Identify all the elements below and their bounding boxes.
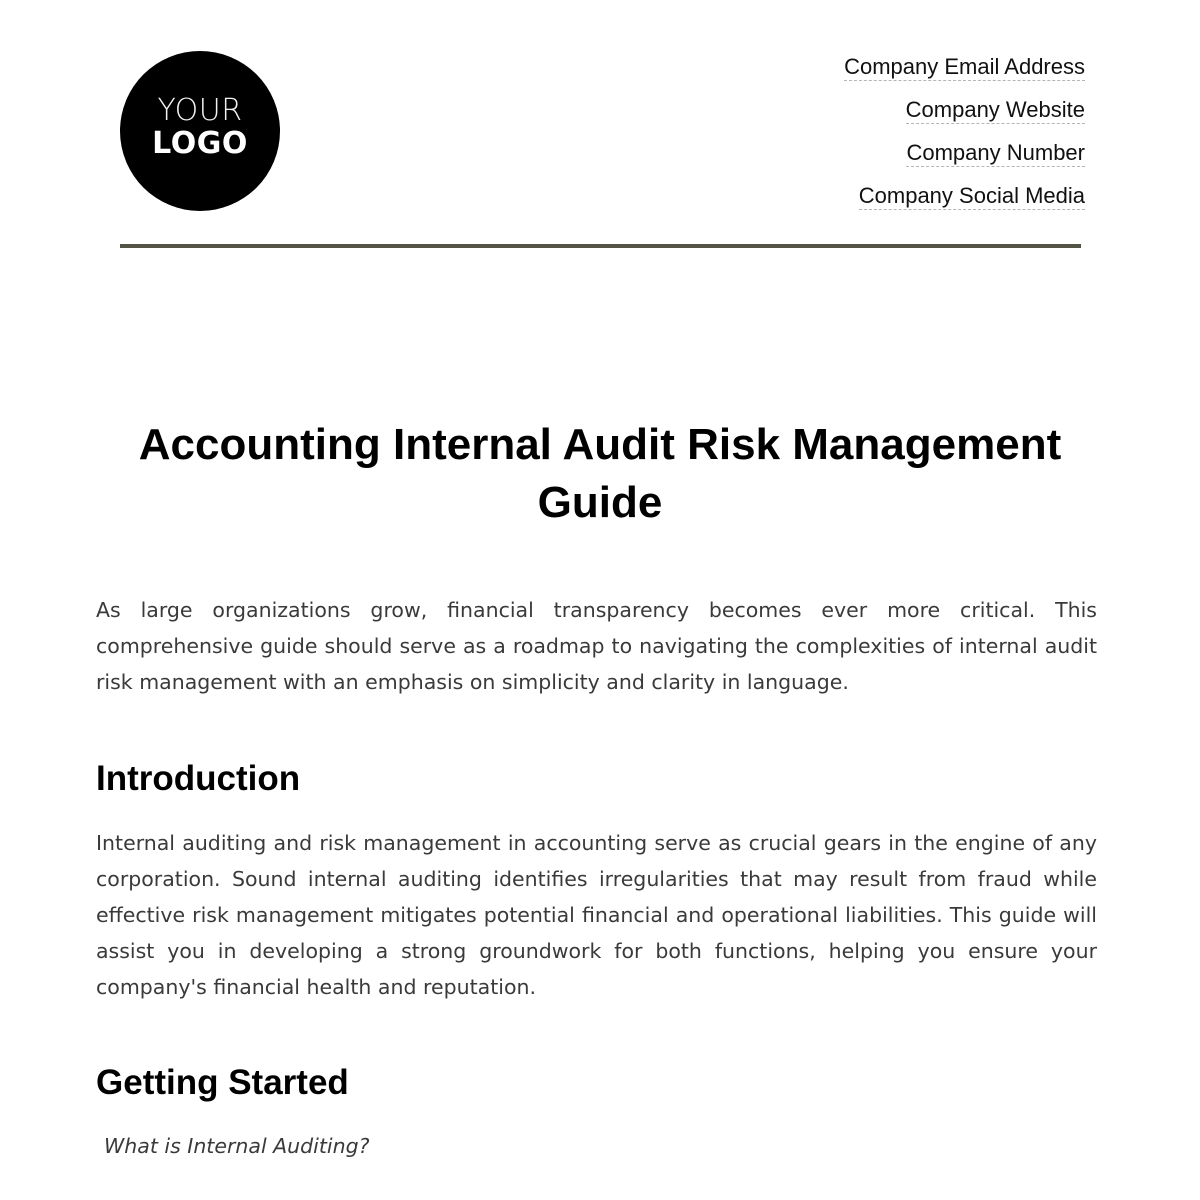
logo-line-logo: LOGO xyxy=(152,126,248,161)
introduction-paragraph: Internal auditing and risk management in accounting serve as crucial gears in the engine of any corporation. Sound internal auditing identifies irregularities that may result from fraud while effective risk management mitigates potential financial and operational liabilities. This guide will assist you in developing a strong groundwork for both functions, helping you ensure your company's financial health and reputation. xyxy=(96,831,1097,999)
document-title: Accounting Internal Audit Risk Management Guide xyxy=(138,420,1062,527)
logo-line-your: YOUR xyxy=(157,93,243,128)
company-social-media[interactable]: Company Social Media xyxy=(858,183,1085,208)
header-divider xyxy=(120,244,1081,248)
company-email-address[interactable]: Company Email Address xyxy=(844,54,1085,79)
intro-paragraph: As large organizations grow, financial transparency becomes ever more critical. This comprehensive guide should serve as a roadmap to navigating the complexities of internal audit risk management with an emphasis on simplicity and clarity in language. xyxy=(96,598,1097,694)
section-heading-introduction: Introduction xyxy=(96,759,301,798)
company-website[interactable]: Company Website xyxy=(905,97,1085,122)
subheading-what-is-internal-auditing: What is Internal Auditing? xyxy=(104,1134,370,1158)
company-logo xyxy=(120,51,280,211)
company-number[interactable]: Company Number xyxy=(906,140,1085,165)
section-heading-getting-started: Getting Started xyxy=(96,1063,349,1102)
company-contact-block xyxy=(844,54,1085,226)
